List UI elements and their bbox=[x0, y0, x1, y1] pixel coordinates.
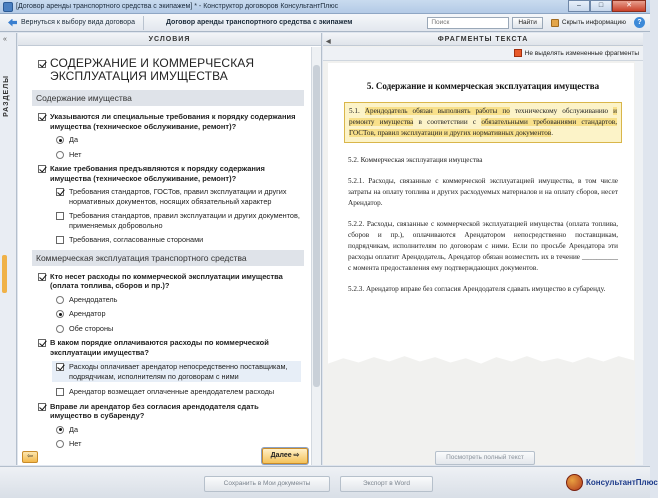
option-agreed-requirements[interactable] bbox=[56, 235, 301, 245]
minimize-button[interactable]: – bbox=[568, 0, 590, 12]
radio-lessee[interactable] bbox=[56, 310, 64, 318]
question-who-pays[interactable] bbox=[38, 272, 301, 291]
radio-no[interactable] bbox=[56, 151, 64, 159]
question-checkbox[interactable] bbox=[38, 403, 46, 411]
back-to-contract-type-button[interactable] bbox=[4, 16, 139, 30]
paragraph-number: 5.1. bbox=[349, 107, 360, 115]
save-to-my-documents-button[interactable]: Сохранить в Мои документы bbox=[204, 476, 330, 492]
document-page bbox=[328, 63, 634, 463]
no-highlight-label: Не выделять измененные фрагменты bbox=[524, 49, 639, 57]
option-label: Требования стандартов, правил эксплуатации и других документов, применяемых добровольно bbox=[69, 211, 300, 230]
group-header-maintenance: Содержание имущества bbox=[32, 90, 304, 106]
maximize-button[interactable]: □ bbox=[590, 0, 612, 12]
app-icon bbox=[3, 2, 13, 12]
page-torn-edge bbox=[328, 355, 634, 463]
checkbox-agreed-requirements[interactable] bbox=[56, 236, 64, 244]
option-label: Нет bbox=[69, 439, 82, 448]
question-text: В каком порядке оплачиваются расходы по коммерческой эксплуатации имущества? bbox=[50, 338, 269, 357]
option-no[interactable] bbox=[56, 150, 301, 160]
question-checkbox[interactable] bbox=[38, 165, 46, 173]
radio-sublease-yes[interactable] bbox=[56, 426, 64, 434]
highlighted-text: и ремонту имущества bbox=[349, 107, 617, 126]
paragraph-5-2-3: 5.2.3. Арендатор вправе без согласия Арендодателя сдавать имущество в субаренду. bbox=[348, 285, 606, 293]
highlight-icon bbox=[514, 49, 522, 57]
sections-handle[interactable] bbox=[2, 255, 7, 293]
toolbar bbox=[0, 14, 650, 32]
option-label: Да bbox=[69, 424, 78, 434]
logo-text: КонсультантПлюс bbox=[586, 478, 658, 487]
option-label: Требования стандартов, ГОСТов, правил эксплуатации и других нормативных документов, носящих обязательный характер bbox=[69, 187, 287, 206]
info-icon bbox=[551, 19, 559, 27]
question-checkbox[interactable] bbox=[38, 273, 46, 281]
question-checkbox[interactable] bbox=[38, 113, 46, 121]
back-button-label: Вернуться к выбору вида договора bbox=[21, 19, 135, 26]
back-arrow-icon bbox=[8, 19, 17, 27]
option-label: Арендатор возмещает оплаченные арендодателем расходы bbox=[69, 387, 275, 396]
logo-icon bbox=[566, 474, 583, 491]
option-label: Арендодатель bbox=[69, 294, 118, 304]
question-which-requirements[interactable] bbox=[38, 164, 301, 183]
option-lessee-reimburses[interactable] bbox=[56, 387, 301, 397]
radio-both-parties[interactable] bbox=[56, 325, 64, 333]
conditions-list bbox=[18, 47, 311, 465]
highlighted-text: обязательными требованиями стандартов, ГОСТов, правил эксплуатации и других нормативных документов bbox=[349, 118, 617, 137]
close-button[interactable]: ✕ bbox=[612, 0, 646, 12]
radio-yes[interactable] bbox=[56, 136, 64, 144]
view-full-text-button[interactable]: Посмотреть полный текст bbox=[435, 451, 535, 465]
help-icon[interactable]: ? bbox=[634, 17, 645, 28]
option-label: Нет bbox=[69, 149, 82, 159]
fragments-subtoolbar bbox=[323, 47, 643, 61]
bottom-bar bbox=[0, 466, 658, 498]
hide-info-button[interactable] bbox=[551, 19, 626, 27]
previous-button[interactable]: ⇦ bbox=[22, 451, 38, 463]
fragments-header bbox=[323, 33, 643, 46]
question-special-requirements[interactable] bbox=[38, 112, 301, 131]
paragraph-text: в соответствии с bbox=[413, 118, 482, 126]
text-fragments-panel bbox=[323, 33, 643, 465]
no-highlight-toggle[interactable] bbox=[514, 49, 639, 57]
checkbox-mandatory-standards[interactable] bbox=[56, 188, 64, 196]
option-label: Расходы оплачивает арендатор непосредственно поставщикам, подрядчикам, исполнителям по договорам с ними bbox=[69, 362, 288, 381]
find-button[interactable]: Найти bbox=[512, 17, 543, 29]
collapse-arrow-icon[interactable]: « bbox=[3, 36, 7, 43]
scrollbar-thumb[interactable] bbox=[313, 65, 320, 387]
window-title: [Договор аренды транспортного средства с экипажем] * - Конструктор договоров КонсультантПлюс bbox=[16, 3, 339, 10]
option-lessee-pays-directly[interactable] bbox=[52, 361, 301, 382]
paragraph-5-2-1: 5.2.1. Расходы, связанные с коммерческой эксплуатацией имущества, в том числе затраты на оплату топлива и других расходуемых материалов и на оплату сборов, несет Арендатор. bbox=[348, 177, 618, 207]
question-text: Указываются ли специальные требования к порядку содержания имущества (техническое обслуживание, ремонт)? bbox=[50, 112, 296, 131]
section-checkbox[interactable] bbox=[38, 60, 46, 68]
paragraph-5-2-2: 5.2.2. Расходы, связанные с коммерческой эксплуатацией имущества (оплата топлива, сборов и пр.), оплачиваются Арендатором непосредственно поставщикам, подрядчикам, исполнителям по договорам с ними. Если по просьбе Арендатора эти расходы оплатит Арендодатель, Арендатор обязан возместить их в течение __________ с момента предоставления ему подтверждающих документов. bbox=[348, 220, 618, 272]
consultantplus-logo bbox=[566, 474, 658, 491]
toolbar-divider bbox=[143, 16, 144, 30]
option-lessor[interactable] bbox=[56, 295, 301, 305]
radio-lessor[interactable] bbox=[56, 296, 64, 304]
highlighted-text: Арендодатель обязан выполнять работы по bbox=[364, 107, 510, 115]
fragments-header-label: ФРАГМЕНТЫ ТЕКСТА bbox=[437, 36, 529, 43]
sections-label: РАЗДЕЛЫ bbox=[3, 75, 10, 117]
paragraph-5-1 bbox=[344, 102, 622, 143]
option-label: Да bbox=[69, 135, 78, 144]
document-heading: 5. Содержание и коммерческая эксплуатация имущества bbox=[366, 81, 600, 91]
window-controls bbox=[568, 0, 646, 13]
question-checkbox[interactable] bbox=[38, 339, 46, 347]
search-input[interactable] bbox=[427, 17, 509, 29]
question-sublease[interactable] bbox=[38, 402, 301, 421]
option-yes[interactable] bbox=[56, 135, 301, 145]
paragraph-text: техническому обслуживанию bbox=[509, 107, 614, 115]
checkbox-lessee-pays-directly[interactable] bbox=[56, 363, 64, 371]
checkbox-voluntary-standards[interactable] bbox=[56, 212, 64, 220]
hide-info-label: Скрыть информацию bbox=[561, 19, 626, 26]
radio-sublease-no[interactable] bbox=[56, 440, 64, 448]
option-lessee[interactable] bbox=[56, 309, 301, 319]
title-bar bbox=[0, 0, 650, 14]
question-payment-order[interactable] bbox=[38, 338, 301, 357]
export-to-word-button[interactable]: Экспорт в Word bbox=[340, 476, 433, 492]
fragments-scrollbar[interactable] bbox=[635, 61, 643, 465]
conditions-scrollbar[interactable] bbox=[311, 47, 321, 465]
conditions-panel bbox=[18, 33, 322, 465]
question-text: Вправе ли арендатор без согласия арендодателя сдать имущество в субаренду? bbox=[50, 401, 259, 420]
option-both-parties[interactable] bbox=[56, 324, 301, 334]
paragraph-5-2: 5.2. Коммерческая эксплуатация имущества bbox=[348, 156, 483, 164]
collapse-panel-icon[interactable]: ◀ bbox=[326, 39, 332, 45]
option-voluntary-standards[interactable] bbox=[56, 211, 301, 230]
section-title-text: СОДЕРЖАНИЕ И КОММЕРЧЕСКАЯ ЭКСПЛУАТАЦИЯ ИМУЩЕСТВА bbox=[50, 56, 255, 83]
group-header-commercial-use: Коммерческая эксплуатация транспортного средства bbox=[32, 250, 304, 266]
option-label: Требования, согласованные сторонами bbox=[69, 235, 204, 244]
section-title[interactable] bbox=[38, 57, 301, 83]
question-text: Какие требования предъявляются к порядку содержания имущества (техническое обслуживание, ремонт)? bbox=[50, 164, 265, 183]
paragraph-text: . bbox=[551, 129, 554, 137]
checkbox-lessee-reimburses[interactable] bbox=[56, 388, 64, 396]
question-text: Кто несет расходы по коммерческой эксплуатации имущества (оплата топлива, сборов и пр.)? bbox=[50, 271, 283, 290]
option-label: Арендатор bbox=[69, 309, 106, 318]
next-button[interactable]: Далее ⇨ bbox=[262, 448, 308, 464]
sections-strip[interactable] bbox=[0, 33, 17, 465]
conditions-header: УСЛОВИЯ bbox=[18, 33, 321, 46]
option-label: Обе стороны bbox=[69, 323, 114, 333]
option-mandatory-standards[interactable] bbox=[56, 187, 301, 206]
option-sublease-yes[interactable] bbox=[56, 425, 301, 435]
document-title: Договор аренды транспортного средства с экипажем bbox=[165, 19, 353, 26]
